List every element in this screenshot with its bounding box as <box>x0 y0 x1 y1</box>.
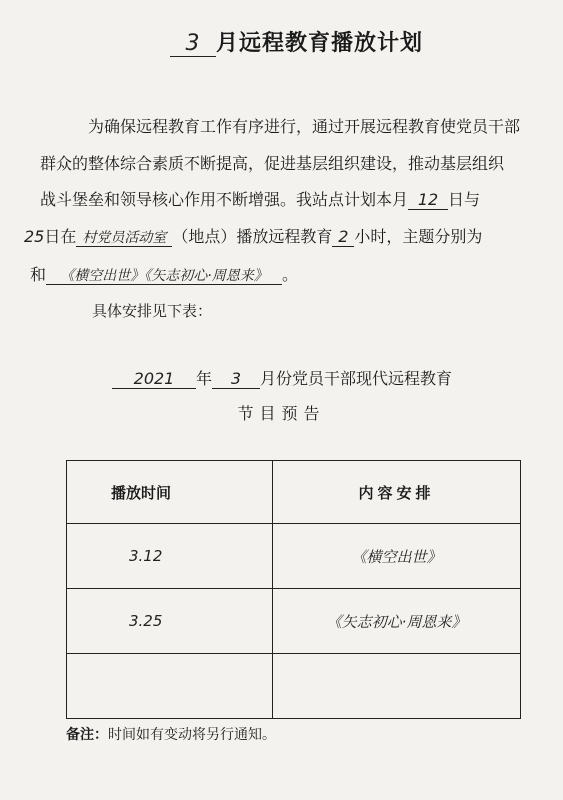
title-text: 月远程教育播放计划 <box>216 31 424 56</box>
row-time <box>67 654 273 719</box>
intro-line-3 <box>40 187 480 210</box>
intro-line-1: 为确保远程教育工作有序进行，通过开展远程教育使党员干部 <box>88 117 521 136</box>
first-day-handwritten: 12 <box>408 191 448 210</box>
footnote-label: 备注： <box>66 727 108 743</box>
schedule-year-handwritten: 2021 <box>112 370 196 389</box>
intro-line-4-middle: （地点）播放远程教育 <box>172 227 333 246</box>
row-time: 3.12 <box>67 524 273 589</box>
schedule-heading <box>112 366 452 389</box>
topics-handwritten: 《横空出世》《矢志初心·周恩来》 <box>46 269 282 285</box>
location-handwritten: 村党员活动室 <box>76 231 172 247</box>
intro-line-5 <box>30 262 298 285</box>
intro-line-2: 群众的整体综合素质不断提高，促进基层组织建设，推动基层组织 <box>40 154 505 173</box>
schedule-table <box>66 460 521 719</box>
table-row <box>67 654 521 719</box>
row-time: 3.25 <box>67 589 273 654</box>
intro-line-3-end: 日与 <box>448 190 481 209</box>
intro-line-4-end: 小时，主题分别为 <box>354 227 483 246</box>
table-row <box>67 524 521 589</box>
footnote <box>66 724 276 744</box>
intro-line-5-end: 。 <box>282 265 299 284</box>
table-header-row <box>67 461 521 524</box>
intro-line-3-text: 战斗堡垒和领导核心作用不断增强。我站点计划本月 <box>40 190 409 209</box>
schedule-month-handwritten: 3 <box>212 370 260 389</box>
table-row <box>67 589 521 654</box>
intro-line-4 <box>24 224 482 247</box>
intro-line-4-text: 日在 <box>44 227 77 246</box>
schedule-heading-text: 月份党员干部现代远程教育 <box>260 369 453 388</box>
footnote-text: 时间如有变动将另行通知。 <box>108 727 276 743</box>
second-day-handwritten: 25 <box>24 227 45 246</box>
title-month-handwritten: 3 <box>170 32 216 57</box>
row-content: 《横空出世》 <box>273 524 521 589</box>
row-content <box>273 654 521 719</box>
page-title <box>170 26 423 57</box>
header-content: 内容安排 <box>273 461 521 524</box>
schedule-year-suffix: 年 <box>196 369 213 388</box>
row-content: 《矢志初心·周恩来》 <box>273 589 521 654</box>
schedule-subtitle: 节目预告 <box>237 404 326 423</box>
header-play-time: 播放时间 <box>67 461 273 524</box>
hours-handwritten: 2 <box>332 228 354 247</box>
see-below-text: 具体安排见下表： <box>92 302 213 320</box>
intro-line-5-text: 和 <box>30 265 47 284</box>
